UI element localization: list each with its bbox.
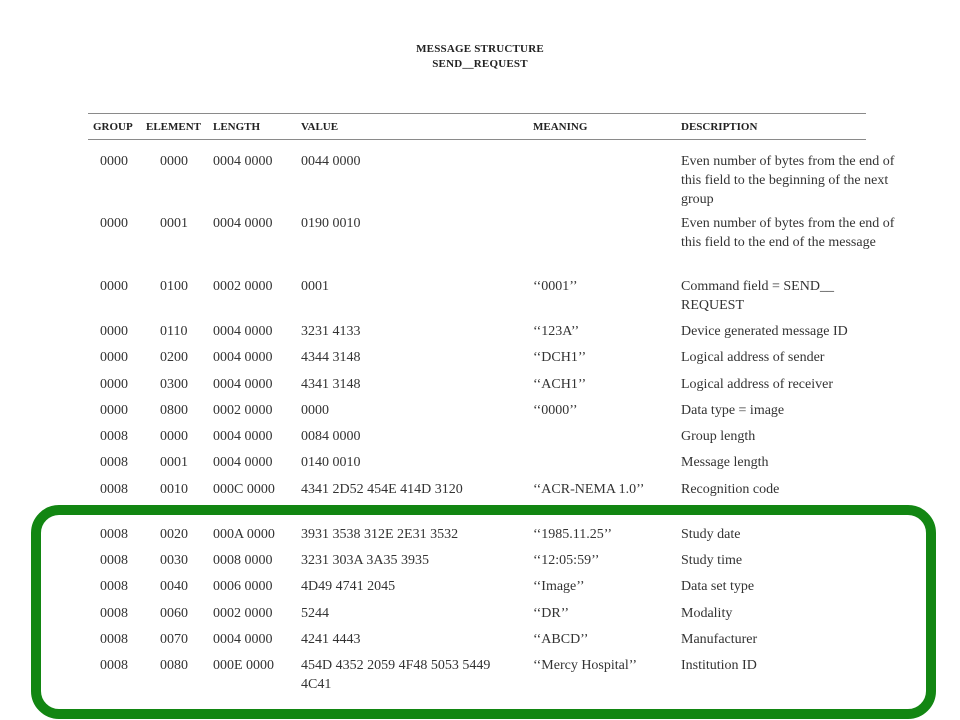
cell-description: Modality (681, 606, 733, 621)
cell-group: 0008 (100, 606, 128, 621)
header-description: DESCRIPTION (681, 121, 758, 133)
cell-element: 0100 (160, 279, 188, 294)
cell-group: 0008 (100, 553, 128, 568)
cell-description: Device generated message ID (681, 324, 848, 339)
cell-element: 0020 (160, 527, 188, 542)
cell-description: Study time (681, 553, 743, 568)
header-value: VALUE (301, 121, 339, 133)
cell-element: 0070 (160, 632, 188, 647)
cell-value: 0044 0000 (301, 154, 361, 169)
cell-group: 0000 (100, 279, 128, 294)
cell-meaning: ‘‘ACR-NEMA 1.0’’ (533, 482, 645, 497)
cell-length: 0002 0000 (213, 606, 273, 621)
cell-description: Even number of bytes from the end of this field to the beginning of the next group (681, 154, 895, 207)
cell-description: Command field = SEND__ REQUEST (681, 279, 834, 313)
cell-group: 0000 (100, 377, 128, 392)
cell-value: 3931 3538 312E 2E31 3532 (301, 527, 459, 542)
cell-length: 0004 0000 (213, 455, 273, 470)
cell-element: 0080 (160, 658, 188, 673)
cell-element: 0110 (160, 324, 188, 339)
cell-meaning: ‘‘ACH1’’ (533, 377, 587, 392)
cell-group: 0000 (100, 324, 128, 339)
table-top-rule (88, 113, 866, 114)
cell-group: 0000 (100, 154, 128, 169)
cell-description: Logical address of receiver (681, 377, 833, 392)
cell-description: Even number of bytes from the end of this field to the end of the message (681, 216, 895, 250)
cell-description: Message length (681, 455, 769, 470)
cell-description: Data type = image (681, 403, 785, 418)
cell-element: 0060 (160, 606, 188, 621)
cell-length: 0004 0000 (213, 377, 273, 392)
cell-value: 0140 0010 (301, 455, 361, 470)
cell-meaning: ‘‘DR’’ (533, 606, 570, 621)
cell-description: Recognition code (681, 482, 780, 497)
cell-value: 4341 2D52 454E 414D 3120 (301, 482, 463, 497)
cell-meaning: ‘‘ABCD’’ (533, 632, 589, 647)
document-subtitle: SEND__REQUEST (432, 58, 528, 70)
cell-meaning: ‘‘123A’’ (533, 324, 580, 339)
cell-group: 0008 (100, 579, 128, 594)
cell-value: 4341 3148 (301, 377, 361, 392)
cell-element: 0000 (160, 154, 188, 169)
cell-value: 3231 303A 3A35 3935 (301, 553, 429, 568)
cell-length: 0002 0000 (213, 279, 273, 294)
cell-description: Group length (681, 429, 756, 444)
cell-meaning: ‘‘0000’’ (533, 403, 578, 418)
cell-group: 0000 (100, 350, 128, 365)
cell-description: Logical address of sender (681, 350, 825, 365)
cell-length: 0004 0000 (213, 154, 273, 169)
cell-length: 000E 0000 (213, 658, 275, 673)
header-element: ELEMENT (146, 121, 202, 133)
cell-group: 0008 (100, 429, 128, 444)
cell-description: Manufacturer (681, 632, 758, 647)
cell-length: 0004 0000 (213, 350, 273, 365)
cell-length: 0004 0000 (213, 632, 273, 647)
cell-element: 0001 (160, 216, 188, 231)
cell-meaning: ‘‘1985.11.25’’ (533, 527, 613, 542)
cell-meaning: ‘‘Image’’ (533, 579, 585, 594)
cell-value: 454D 4352 2059 4F48 5053 5449 4C41 (301, 658, 491, 692)
cell-meaning: ‘‘0001’’ (533, 279, 578, 294)
header-meaning: MEANING (533, 121, 588, 133)
cell-description: Study date (681, 527, 741, 542)
table-header-rule (88, 139, 866, 140)
cell-element: 0800 (160, 403, 188, 418)
cell-value: 3231 4133 (301, 324, 361, 339)
cell-element: 0000 (160, 429, 188, 444)
cell-value: 4344 3148 (301, 350, 361, 365)
cell-value: 0190 0010 (301, 216, 361, 231)
cell-description: Data set type (681, 579, 755, 594)
cell-description: Institution ID (681, 658, 757, 673)
cell-value: 4241 4443 (301, 632, 361, 647)
cell-group: 0000 (100, 216, 128, 231)
cell-element: 0200 (160, 350, 188, 365)
cell-meaning: ‘‘12:05:59’’ (533, 553, 600, 568)
cell-group: 0000 (100, 403, 128, 418)
cell-value: 5244 (301, 606, 329, 621)
cell-value: 0001 (301, 279, 329, 294)
header-group: GROUP (93, 121, 133, 133)
cell-group: 0008 (100, 527, 128, 542)
cell-element: 0040 (160, 579, 188, 594)
cell-value: 0000 (301, 403, 329, 418)
cell-length: 0008 0000 (213, 553, 273, 568)
cell-group: 0008 (100, 632, 128, 647)
header-length: LENGTH (213, 121, 261, 133)
cell-element: 0300 (160, 377, 188, 392)
cell-length: 000A 0000 (213, 527, 275, 542)
cell-element: 0001 (160, 455, 188, 470)
cell-element: 0010 (160, 482, 188, 497)
cell-length: 0004 0000 (213, 216, 273, 231)
cell-length: 0004 0000 (213, 429, 273, 444)
cell-length: 0002 0000 (213, 403, 273, 418)
cell-group: 0008 (100, 482, 128, 497)
cell-group: 0008 (100, 658, 128, 673)
cell-length: 0006 0000 (213, 579, 273, 594)
cell-value: 0084 0000 (301, 429, 361, 444)
cell-length: 000C 0000 (213, 482, 275, 497)
cell-element: 0030 (160, 553, 188, 568)
cell-meaning: ‘‘Mercy Hospital’’ (533, 658, 638, 673)
cell-group: 0008 (100, 455, 128, 470)
cell-value: 4D49 4741 2045 (301, 579, 396, 594)
cell-meaning: ‘‘DCH1’’ (533, 350, 587, 365)
document-title: MESSAGE STRUCTURE (416, 43, 544, 55)
cell-length: 0004 0000 (213, 324, 273, 339)
